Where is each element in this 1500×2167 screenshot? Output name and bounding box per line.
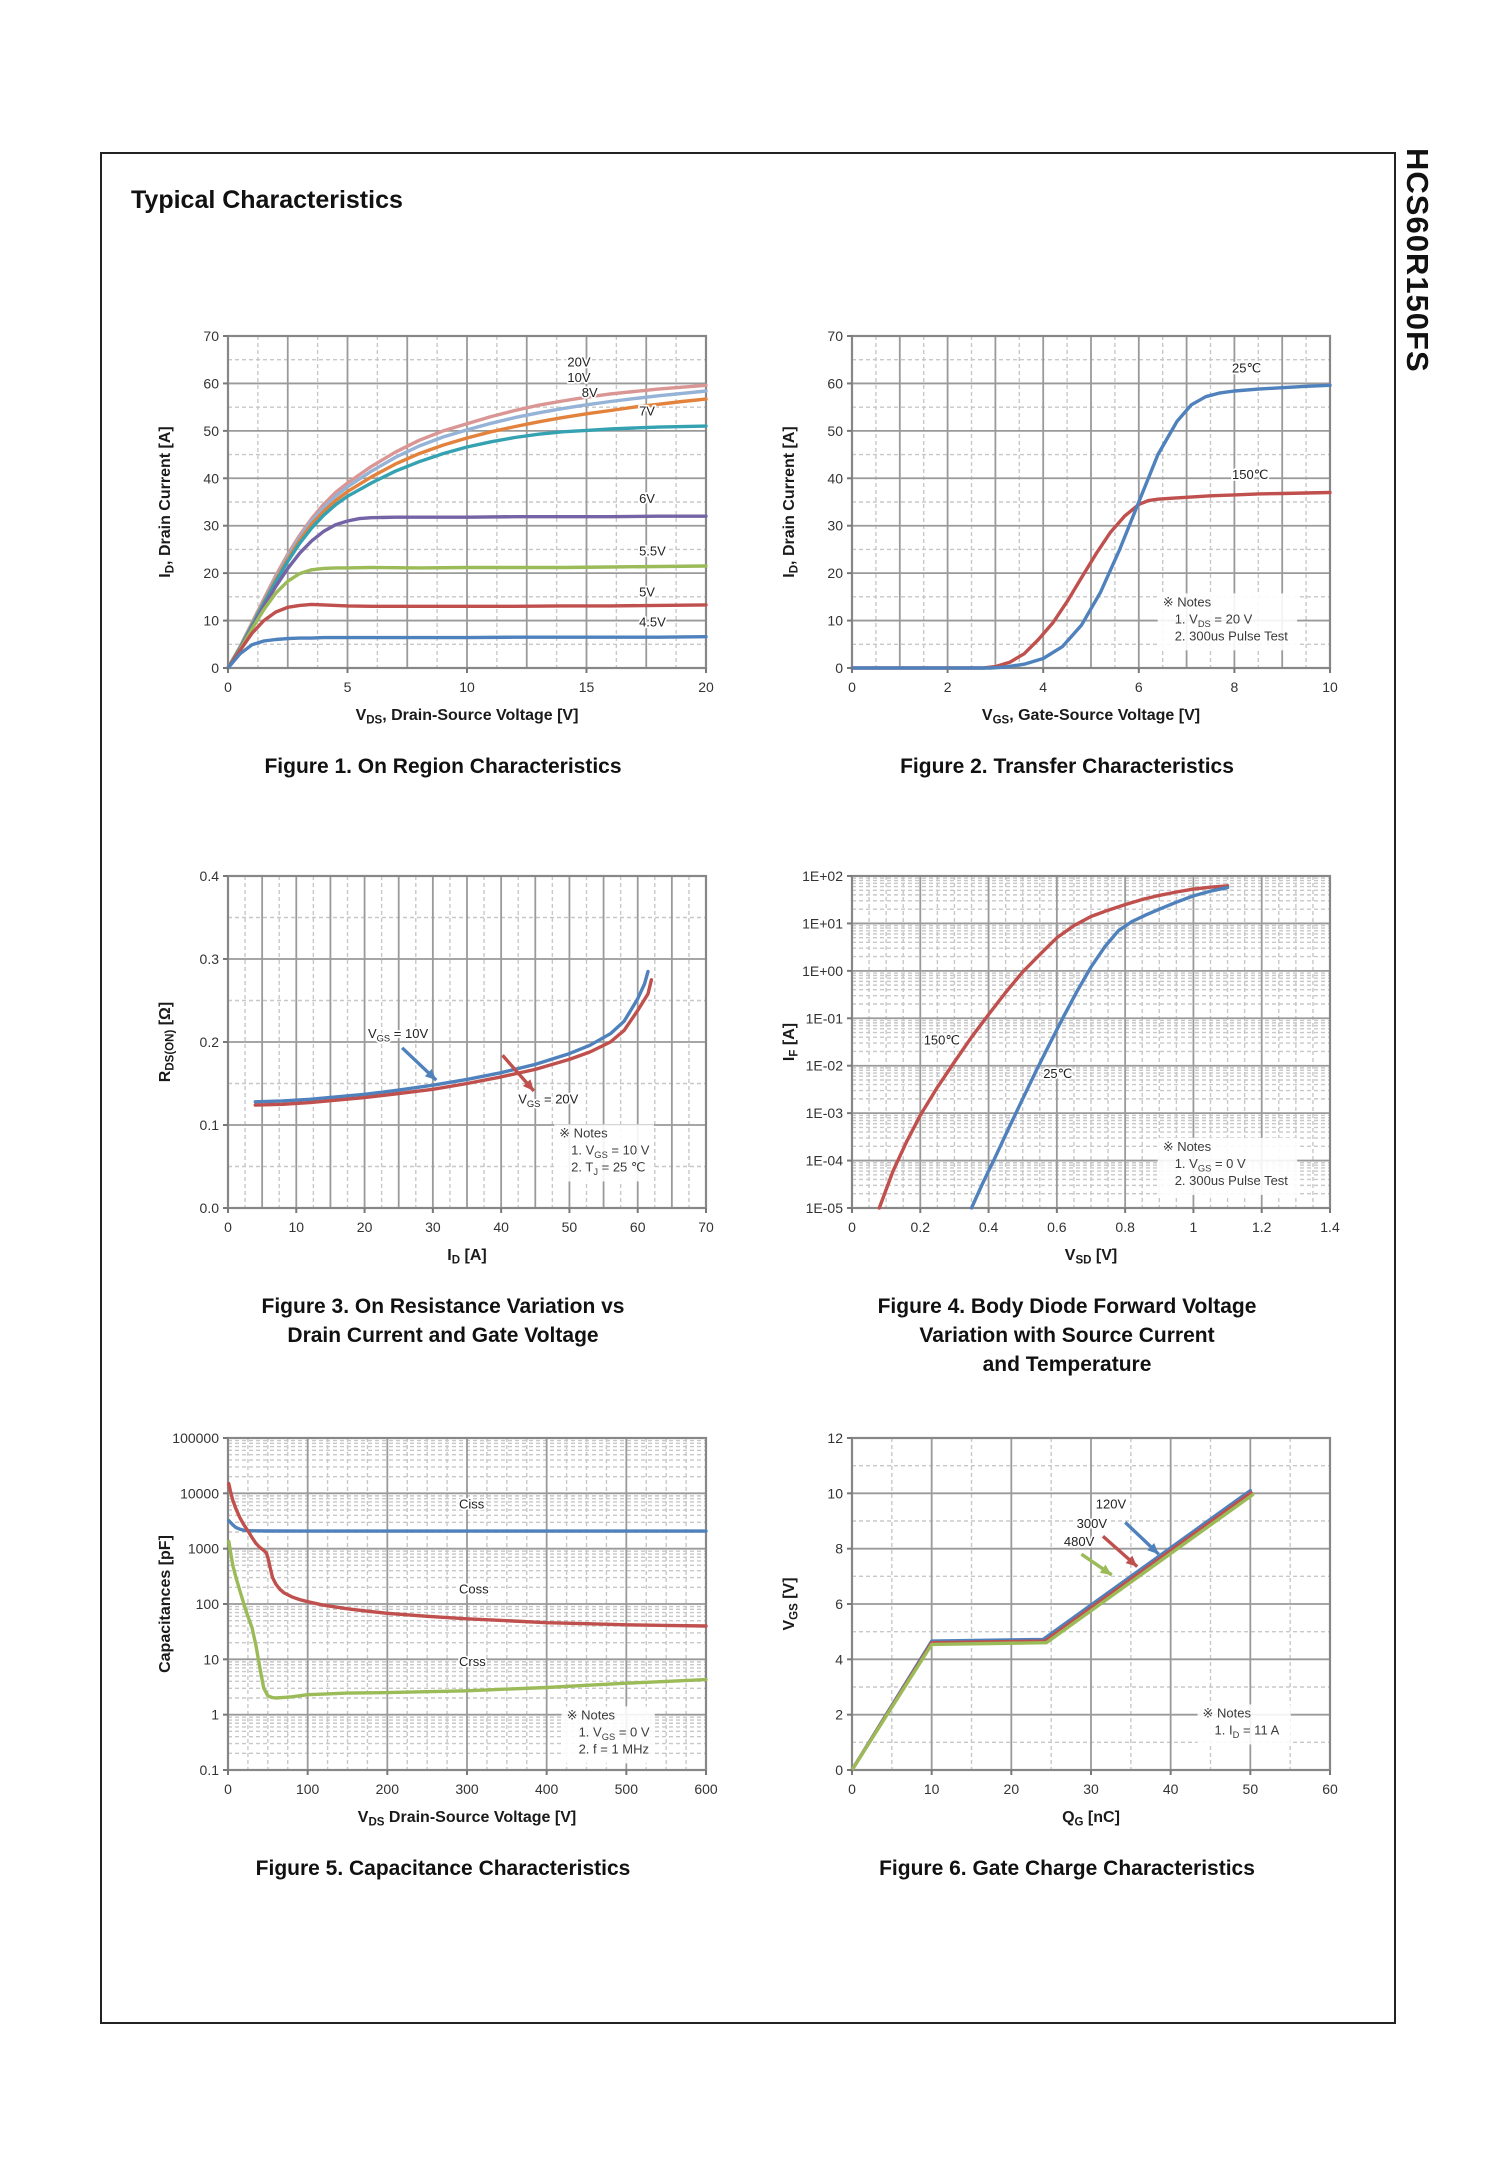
- svg-text:4.5V: 4.5V: [639, 614, 666, 630]
- chart-svg: [772, 1424, 1362, 1836]
- svg-text:25℃: 25℃: [1232, 360, 1262, 376]
- svg-text:150℃: 150℃: [1232, 467, 1269, 483]
- svg-text:0: 0: [224, 1219, 232, 1235]
- svg-text:100: 100: [195, 1596, 219, 1612]
- svg-text:0.2: 0.2: [199, 1034, 219, 1050]
- figure-5: [148, 1424, 738, 1883]
- svg-text:200: 200: [375, 1781, 400, 1797]
- caption-line: Variation with Source Current: [919, 1324, 1215, 1347]
- figure-4-caption: [772, 1292, 1362, 1379]
- svg-text:30: 30: [827, 517, 843, 534]
- chart-svg: [772, 322, 1362, 734]
- svg-text:8: 8: [835, 1540, 843, 1557]
- svg-text:10: 10: [923, 1781, 940, 1797]
- figure-2: [772, 322, 1362, 781]
- caption-line: Figure 1. On Region Characteristics: [264, 755, 622, 778]
- svg-text:40: 40: [1162, 1781, 1179, 1797]
- figure-4-chart: [772, 862, 1362, 1274]
- svg-text:1. VGS = 0 V: 1. $V_{GS} = 0$ V: [1174, 1155, 1246, 1174]
- page-title: Typical Characteristics: [131, 186, 403, 214]
- svg-text:70: 70: [698, 1219, 714, 1235]
- svg-text:2. 300us Pulse Test: 2. 300us Pulse Test: [1174, 628, 1288, 644]
- svg-text:1E+00: 1E+00: [802, 962, 843, 979]
- svg-text:0.8: 0.8: [1115, 1219, 1135, 1235]
- svg-text:0: 0: [835, 1762, 843, 1778]
- svg-text:30: 30: [203, 517, 219, 534]
- svg-text:VGS [V]: $V_{GS}$ [V]: [781, 1577, 801, 1631]
- svg-text:1.2: 1.2: [1251, 1219, 1272, 1235]
- svg-text:12: 12: [827, 1430, 843, 1446]
- svg-text:150℃: 150℃: [923, 1032, 960, 1048]
- svg-text:600: 600: [694, 1781, 718, 1797]
- svg-text:VGS, Gate-Source Voltage [V]: $V_{GS}$, Gate-Source Voltage [V]: [981, 707, 1201, 727]
- svg-text:120V: 120V: [1095, 1496, 1127, 1512]
- svg-text:10: 10: [827, 1485, 843, 1502]
- svg-text:0.2: 0.2: [910, 1219, 931, 1235]
- svg-text:0: 0: [224, 679, 232, 695]
- svg-text:10: 10: [459, 679, 475, 695]
- svg-text:※ Notes: ※ Notes: [559, 1125, 608, 1141]
- caption-line: and Temperature: [982, 1353, 1152, 1376]
- svg-text:1.4: 1.4: [1320, 1219, 1340, 1235]
- svg-text:VDS, Drain-Source Voltage [V]: $V_{DS}$, Drain-Source Voltage [V]: [355, 707, 579, 727]
- chart-svg: [148, 322, 738, 734]
- svg-text:0.4: 0.4: [199, 868, 219, 884]
- svg-text:1E+02: 1E+02: [802, 868, 843, 884]
- svg-text:ID, Drain Current [A]: $I_D$, Drain Current [A]: [157, 426, 177, 578]
- svg-text:IF [A]: $I_F$ [A]: [781, 1022, 801, 1062]
- svg-text:1000: 1000: [187, 1540, 219, 1557]
- svg-text:50: 50: [827, 422, 843, 439]
- caption-line: Figure 3. On Resistance Variation vs: [261, 1295, 625, 1318]
- svg-text:0: 0: [211, 660, 219, 676]
- svg-text:4: 4: [835, 1651, 843, 1668]
- svg-text:6: 6: [835, 1596, 843, 1612]
- svg-text:400: 400: [534, 1781, 559, 1797]
- svg-text:60: 60: [1322, 1781, 1338, 1797]
- svg-text:VSD [V]: $V_{SD}$ [V]: [1064, 1247, 1118, 1267]
- svg-text:0: 0: [224, 1781, 232, 1797]
- svg-text:1. VGS = 0 V: 1. $V_{GS} = 0$ V: [578, 1724, 650, 1742]
- svg-text:60: 60: [827, 375, 843, 392]
- svg-text:10: 10: [1322, 679, 1338, 695]
- figure-6-caption: [772, 1854, 1362, 1883]
- figure-3-chart: [148, 862, 738, 1274]
- figure-2-chart: [772, 322, 1362, 734]
- caption-line: Figure 4. Body Diode Forward Voltage: [877, 1295, 1257, 1318]
- svg-text:50: 50: [1242, 1781, 1259, 1797]
- svg-text:Ciss: Ciss: [459, 1496, 485, 1512]
- svg-text:1E-02: 1E-02: [805, 1057, 843, 1074]
- caption-line: Figure 5. Capacitance Characteristics: [255, 1857, 631, 1880]
- svg-text:ID [A]: $I_D$ [A]: [447, 1247, 487, 1267]
- svg-text:2. 300us Pulse Test: 2. 300us Pulse Test: [1174, 1172, 1288, 1188]
- svg-text:4: 4: [1039, 679, 1048, 695]
- svg-text:5: 5: [343, 679, 352, 695]
- caption-line: Figure 6. Gate Charge Characteristics: [879, 1857, 1255, 1880]
- svg-text:25℃: 25℃: [1043, 1066, 1073, 1082]
- figure-6: [772, 1424, 1362, 1883]
- svg-text:Capacitances [pF]: Capacitances [pF]: [157, 1535, 174, 1673]
- caption-line: Figure 2. Transfer Characteristics: [900, 755, 1234, 778]
- svg-text:1. VDS = 20 V: 1. $V_{DS} = 20$ V: [1174, 611, 1253, 629]
- svg-text:10: 10: [203, 612, 219, 629]
- svg-text:20V: 20V: [567, 354, 591, 370]
- svg-text:ID, Drain Current [A]: $I_D$, Drain Current [A]: [781, 426, 801, 578]
- svg-text:0: 0: [848, 1219, 856, 1235]
- figure-6-chart: [772, 1424, 1362, 1836]
- svg-text:2: 2: [943, 679, 952, 695]
- svg-text:0: 0: [848, 1781, 856, 1797]
- svg-text:※ Notes: ※ Notes: [566, 1707, 616, 1723]
- svg-text:1E-03: 1E-03: [805, 1105, 843, 1122]
- product-name: HCS60R150FS: [1400, 148, 1435, 373]
- svg-text:1E-01: 1E-01: [805, 1010, 843, 1027]
- svg-text:20: 20: [698, 679, 714, 695]
- svg-text:10: 10: [288, 1219, 305, 1235]
- svg-text:30: 30: [1083, 1781, 1099, 1797]
- svg-text:1: 1: [1189, 1219, 1198, 1235]
- svg-text:6: 6: [1134, 679, 1143, 695]
- figure-2-caption: [772, 752, 1362, 781]
- svg-text:1E-04: 1E-04: [805, 1152, 843, 1169]
- svg-text:60: 60: [203, 375, 219, 392]
- svg-text:480V: 480V: [1063, 1533, 1095, 1549]
- svg-text:5.5V: 5.5V: [639, 543, 666, 559]
- svg-text:0.0: 0.0: [199, 1200, 219, 1216]
- svg-text:100: 100: [295, 1781, 320, 1797]
- svg-text:300V: 300V: [1076, 1515, 1108, 1531]
- svg-text:0.3: 0.3: [199, 951, 219, 967]
- svg-text:20: 20: [827, 565, 843, 582]
- svg-text:50: 50: [561, 1219, 578, 1235]
- svg-text:20: 20: [1003, 1781, 1020, 1797]
- svg-text:40: 40: [827, 470, 843, 487]
- svg-text:QG [nC]: $Q_G$ [nC]: [1062, 1809, 1120, 1829]
- svg-text:7V: 7V: [639, 403, 655, 419]
- figure-5-caption: [148, 1854, 738, 1883]
- figure-5-chart: [148, 1424, 738, 1836]
- svg-text:20: 20: [203, 565, 219, 582]
- chart-svg: [148, 1424, 738, 1836]
- svg-text:0.6: 0.6: [1047, 1219, 1067, 1235]
- svg-text:Crss: Crss: [459, 1653, 486, 1669]
- svg-text:※ Notes: ※ Notes: [1162, 594, 1212, 610]
- svg-text:※ Notes: ※ Notes: [1202, 1705, 1252, 1721]
- svg-text:30: 30: [425, 1219, 441, 1235]
- svg-text:40: 40: [493, 1219, 509, 1235]
- figure-4: [772, 862, 1362, 1379]
- svg-text:70: 70: [203, 328, 219, 344]
- svg-text:1. ID = 11 A: 1. $I_D = 11$ A: [1214, 1722, 1280, 1740]
- svg-text:20: 20: [356, 1219, 373, 1235]
- svg-text:8V: 8V: [581, 385, 598, 401]
- chart-svg: [772, 862, 1362, 1274]
- svg-text:1E+01: 1E+01: [802, 915, 843, 932]
- svg-text:40: 40: [203, 470, 219, 487]
- svg-text:1E-05: 1E-05: [805, 1200, 843, 1216]
- svg-text:Coss: Coss: [459, 1581, 489, 1597]
- caption-line: Drain Current and Gate Voltage: [287, 1324, 599, 1347]
- figure-3-caption: [148, 1292, 738, 1350]
- svg-text:2: 2: [835, 1706, 843, 1723]
- svg-text:10V: 10V: [567, 370, 591, 386]
- svg-text:500: 500: [614, 1781, 639, 1797]
- svg-text:6V: 6V: [639, 490, 655, 506]
- svg-text:2. f = 1 MHz: 2. f = 1 MHz: [578, 1741, 650, 1757]
- svg-text:5V: 5V: [639, 584, 655, 600]
- svg-text:0.4: 0.4: [978, 1219, 999, 1235]
- svg-text:10: 10: [827, 612, 843, 629]
- svg-text:VDS Drain-Source Voltage [V]: $V_{DS}$ Drain-Source Voltage [V]: [357, 1809, 577, 1829]
- svg-text:RDS(ON) [Ω]: $R_{DS(ON)}$ [Ω]: [157, 1001, 177, 1083]
- svg-text:1. VGS = 10 V: 1. $V_{GS} = 10$ V: [571, 1142, 650, 1160]
- svg-text:0.1: 0.1: [199, 1117, 219, 1133]
- svg-text:50: 50: [203, 422, 219, 439]
- figure-3: [148, 862, 738, 1350]
- svg-text:300: 300: [455, 1781, 479, 1797]
- svg-text:8: 8: [1230, 679, 1239, 695]
- svg-text:15: 15: [578, 679, 595, 695]
- svg-text:2. TJ = 25 ℃: 2. $T_J = 25$ ℃: [571, 1159, 646, 1177]
- svg-text:0.1: 0.1: [199, 1762, 219, 1778]
- svg-text:1: 1: [211, 1706, 219, 1723]
- chart-svg: [148, 862, 738, 1274]
- svg-text:0: 0: [848, 679, 856, 695]
- figure-1-chart: [148, 322, 738, 734]
- svg-text:10000: 10000: [180, 1485, 219, 1502]
- svg-text:VGS = 20V: $V_{GS} = 20V$: [518, 1091, 579, 1109]
- figure-1: [148, 322, 738, 781]
- svg-text:0: 0: [835, 660, 843, 676]
- figure-1-caption: [148, 752, 738, 781]
- svg-text:10: 10: [203, 1651, 219, 1668]
- svg-text:60: 60: [629, 1219, 646, 1235]
- svg-text:VGS = 10V: $V_{GS} = 10V$: [367, 1025, 429, 1044]
- svg-text:※ Notes: ※ Notes: [1162, 1138, 1212, 1154]
- svg-text:100000: 100000: [172, 1430, 219, 1446]
- svg-text:70: 70: [827, 328, 843, 344]
